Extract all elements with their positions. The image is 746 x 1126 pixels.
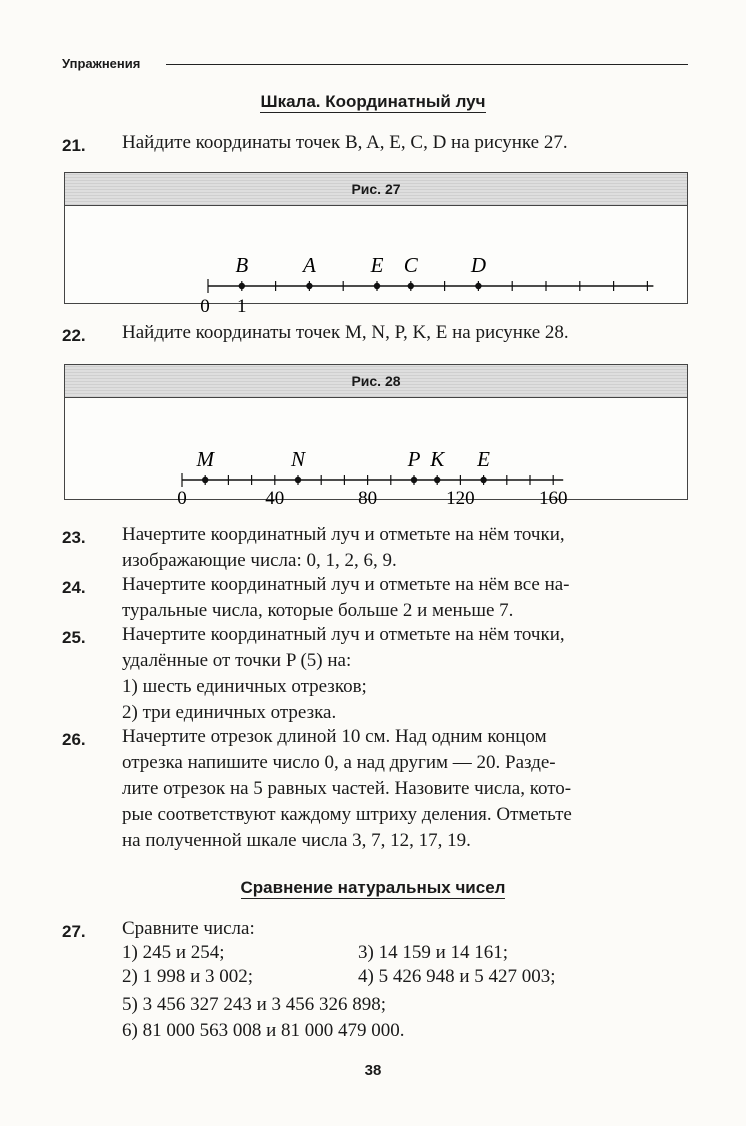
exercise-26-line: лите отрезок на 5 равных частей. Назовите числа, кото- <box>122 778 572 799</box>
point-D-marker <box>475 283 481 289</box>
exercise-27-item-6: 6) 81 000 563 008 и 81 000 479 000. <box>122 1020 405 1041</box>
figure-27-title: Рис. 27 <box>65 173 687 206</box>
figure-27-number-ray <box>65 206 687 317</box>
exercise-25-line: Начертите координатный луч и отметьте на нём точки, <box>122 624 565 645</box>
point-N-marker <box>295 477 301 483</box>
page-number: 38 <box>364 1062 382 1079</box>
section-title-comparison <box>0 878 746 898</box>
tick-label-origin: 0 <box>200 296 210 317</box>
point-C-label: C <box>403 253 418 277</box>
point-C-marker <box>408 283 414 289</box>
section-title-scale-text: Шкала. Координатный луч <box>260 92 486 111</box>
exercise-24-number: 24. <box>62 578 86 597</box>
exercise-23-text <box>122 522 565 574</box>
tick-label-80: 80 <box>358 488 378 509</box>
point-E-label: E <box>370 253 384 277</box>
exercise-27-intro: Сравните числа: <box>122 918 255 939</box>
exercise-26-line: на полученной шкале числа 3, 7, 12, 17, 19. <box>122 830 471 851</box>
exercise-25-number: 25. <box>62 628 86 647</box>
exercise-27-item-4: 4) 5 426 948 и 5 427 003; <box>358 966 556 987</box>
point-E-marker <box>480 477 486 483</box>
point-A-marker <box>306 283 312 289</box>
exercise-24-line: Начертите координатный луч и отметьте на нём все на- <box>122 574 570 595</box>
point-K-label: K <box>430 447 445 471</box>
exercise-25-line: удалённые от точки P (5) на: <box>122 650 352 671</box>
point-M-label: M <box>196 447 214 471</box>
section-title-comparison-text: Сравнение натуральных чисел <box>240 878 506 897</box>
exercise-27-item-1: 1) 245 и 254; <box>122 942 225 963</box>
tick-label-unit: 1 <box>237 296 247 317</box>
exercise-27-item-5: 5) 3 456 327 243 и 3 456 326 898; <box>122 994 387 1015</box>
point-E-label: E <box>477 447 491 471</box>
exercise-25-text <box>122 622 565 726</box>
tick-label-160: 160 <box>538 488 568 509</box>
exercise-27-item-3: 3) 14 159 и 14 161; <box>358 942 509 963</box>
exercise-26-line: рые соответствуют каждому штриху деления. Отметьте <box>122 804 572 825</box>
running-header <box>62 56 688 72</box>
tick-label-40: 40 <box>265 488 285 509</box>
point-B-label: B <box>235 253 249 277</box>
figure-27 <box>64 172 688 317</box>
point-D-label: D <box>470 253 486 277</box>
figure-28-title: Рис. 28 <box>65 365 687 398</box>
exercise-25-line: 1) шесть единичных отрезков; <box>122 676 367 697</box>
tick-label-0: 0 <box>177 488 187 509</box>
point-K-marker <box>434 477 440 483</box>
tick-label-120: 120 <box>446 488 475 509</box>
exercise-22-text: Найдите координаты точек M, N, P, K, E на рисунке 28. <box>122 322 569 343</box>
exercise-24-text <box>122 572 570 624</box>
figure-28 <box>64 364 688 509</box>
exercise-26-number: 26. <box>62 730 86 749</box>
exercise-24-line: туральные числа, которые больше 2 и меньше 7. <box>122 600 514 621</box>
point-N-label: N <box>290 447 306 471</box>
exercise-27-item-2: 2) 1 998 и 3 002; <box>122 966 254 987</box>
point-A-label: A <box>302 253 316 277</box>
exercise-23-line: Начертите координатный луч и отметьте на нём точки, <box>122 524 565 545</box>
exercise-25-line: 2) три единичных отрезка. <box>122 702 337 723</box>
exercise-23-line: изображающие числа: 0, 1, 2, 6, 9. <box>122 550 397 571</box>
exercise-26-line: Начертите отрезок длиной 10 см. Над одним концом <box>122 726 547 747</box>
exercise-22-number: 22. <box>62 326 86 345</box>
point-M-marker <box>202 477 208 483</box>
exercise-27-number: 27. <box>62 922 86 941</box>
point-E-marker <box>374 283 380 289</box>
section-title-scale <box>0 92 746 112</box>
exercise-26-line: отрезка напишите число 0, а над другим — 20. Разде- <box>122 752 556 773</box>
point-B-marker <box>239 283 245 289</box>
point-P-label: P <box>407 447 421 471</box>
figure-28-number-ray <box>65 398 687 509</box>
exercise-21-number: 21. <box>62 136 86 155</box>
exercise-23-number: 23. <box>62 528 86 547</box>
running-header-label: Упражнения <box>62 56 141 71</box>
point-P-marker <box>411 477 417 483</box>
running-header-rule <box>166 64 688 65</box>
exercise-21-text: Найдите координаты точек B, A, E, C, D на рисунке 27. <box>122 132 568 153</box>
exercise-26-text <box>122 724 572 854</box>
